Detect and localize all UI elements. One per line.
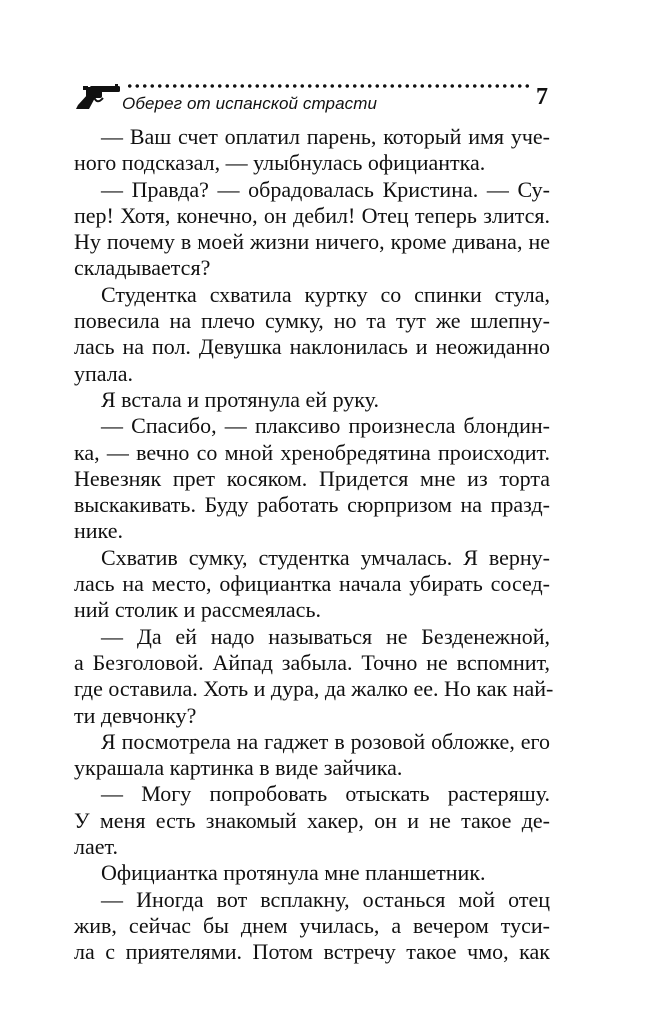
text-line: — Спасибо, — плаксиво произнесла блондин- <box>101 413 550 439</box>
text-line: украшала картинка в виде зайчика. <box>74 755 403 781</box>
text-line: — Могу попробовать отыскать растеряшу. <box>101 781 550 807</box>
text-line: ка, — вечно со мной хренобредятина происходит. <box>74 439 550 465</box>
text-line: лась на пол. Девушка наклонилась и неожиданно <box>74 334 550 360</box>
text-line: Схватив сумку, студентка умчалась. Я верну- <box>101 544 550 570</box>
text-line: пер! Хотя, конечно, он дебил! Отец теперь злится. <box>74 202 550 228</box>
page-number: 7 <box>536 84 548 110</box>
text-line: — Да ей надо называться не Безденежной, <box>101 623 550 649</box>
text-line: Студентка схватила куртку со спинки стула, <box>101 281 550 307</box>
text-line: ного подсказал, — улыбнулась официантка. <box>74 150 486 176</box>
text-line: — Ваш счет оплатил парень, который имя уче- <box>101 124 550 149</box>
running-title: Оберег от испанской страсти <box>122 94 378 113</box>
text-line: ла с приятелями. Потом встречу такое чмо, как <box>74 939 550 965</box>
text-line: Невезняк прет косяком. Придется мне из торта <box>74 465 550 491</box>
text-line: ний столик и рассмеялась. <box>74 597 321 623</box>
text-line: жив, сейчас бы днем училась, а вечером туси- <box>74 912 550 938</box>
text-line: упала. <box>74 360 133 386</box>
text-line: Официантка протянула мне планшетник. <box>101 860 486 886</box>
revolver-icon <box>74 84 122 110</box>
text-line: нике. <box>74 518 123 544</box>
body-text <box>74 124 554 966</box>
text-line: ти девчонку? <box>74 702 197 728</box>
text-line: повесила на плечо сумку, но та тут же шлепну- <box>74 308 550 334</box>
dotted-rule <box>126 82 530 90</box>
text-line: где оставила. Хоть и дура, да жалко ее. Но как най- <box>74 676 554 702</box>
text-line: лает. <box>74 834 118 860</box>
text-line: складывается? <box>74 255 211 281</box>
text-line: Я встала и протянула ей руку. <box>101 386 379 412</box>
text-line: — Правда? — обрадовалась Кристина. — Су- <box>101 176 550 202</box>
text-line: лась на место, официантка начала убирать сосед- <box>74 571 550 597</box>
page-header <box>0 0 662 120</box>
text-line: У меня есть знакомый хакер, он и не такое де- <box>74 807 550 833</box>
text-line: выскакивать. Буду работать сюрпризом на празд- <box>74 492 550 518</box>
text-line: — Иногда вот всплакну, останься мой отец <box>101 886 550 912</box>
text-line: а Безголовой. Айпад забыла. Точно не вспомнит, <box>74 649 550 675</box>
text-line: Я посмотрела на гаджет в розовой обложке, его <box>101 728 550 754</box>
text-line: Ну почему в моей жизни ничего, кроме дивана, не <box>74 229 550 255</box>
